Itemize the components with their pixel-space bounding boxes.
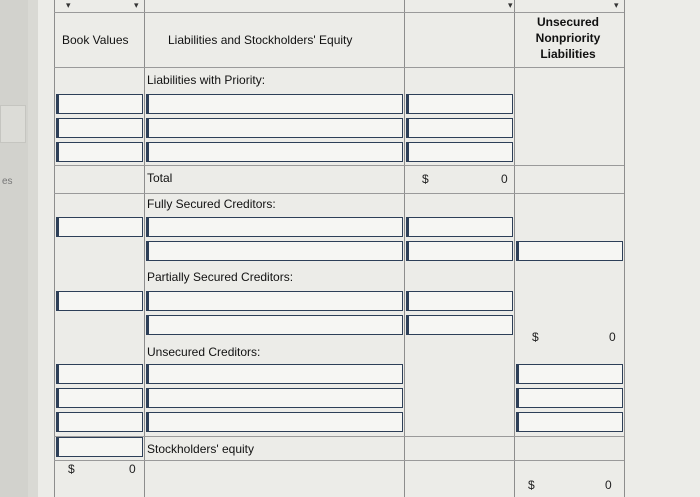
liability-label-input[interactable] [146,291,403,311]
liability-label-input[interactable] [146,94,403,114]
book-value-input[interactable] [56,142,143,162]
book-values-total-value: 0 [129,462,136,476]
unsecured-amount-input[interactable] [516,388,623,408]
unsecured-amount-input[interactable] [516,412,623,432]
grid-line [624,0,625,497]
currency-symbol: $ [422,172,429,186]
liabilities-worksheet [38,0,700,497]
book-value-input[interactable] [56,118,143,138]
book-value-input[interactable] [56,217,143,237]
row-label-total: Total [147,171,173,185]
grid-line [404,0,405,497]
header-book-values: Book Values [62,33,129,47]
chevron-down-icon: ▾ [66,0,71,10]
liability-label-input[interactable] [146,241,403,261]
priority-amount-input[interactable] [406,142,513,162]
grid-line [54,193,624,194]
priority-amount-input[interactable] [406,94,513,114]
priority-total-value: 0 [501,172,508,186]
priority-amount-input[interactable] [406,315,513,335]
priority-amount-input[interactable] [406,241,513,261]
liability-label-input[interactable] [146,315,403,335]
book-value-input[interactable] [56,412,143,432]
side-panel-label: es [2,176,13,187]
chevron-down-icon: ▾ [134,0,139,10]
grid-line [54,12,624,13]
row-label-liabilities-with-priority: Liabilities with Priority: [147,73,266,87]
side-panel-box [0,105,26,143]
grid-line [514,0,515,497]
liability-label-input[interactable] [146,217,403,237]
priority-amount-input[interactable] [406,118,513,138]
priority-amount-input[interactable] [406,291,513,311]
row-label-unsecured-creditors: Unsecured Creditors: [147,345,261,359]
header-liabilities-equity: Liabilities and Stockholders' Equity [168,33,353,47]
liability-label-input[interactable] [146,388,403,408]
partially-secured-total-value: 0 [609,330,616,344]
unsecured-amount-input[interactable] [516,364,623,384]
book-value-input[interactable] [56,388,143,408]
grid-line [54,0,55,497]
book-value-input[interactable] [56,94,143,114]
book-value-input[interactable] [56,291,143,311]
currency-symbol: $ [528,478,535,492]
unsecured-total-value: 0 [605,478,612,492]
liability-label-input[interactable] [146,142,403,162]
liability-label-input[interactable] [146,412,403,432]
row-label-fully-secured-creditors: Fully Secured Creditors: [147,197,276,211]
left-side-panel [0,0,28,497]
grid-line [54,165,624,166]
grid-line [144,0,145,497]
chevron-down-icon: ▾ [508,0,513,10]
row-label-stockholders-equity: Stockholders' equity [147,442,255,456]
unsecured-amount-input[interactable] [516,241,623,261]
priority-amount-input[interactable] [406,217,513,237]
currency-symbol: $ [532,330,539,344]
book-value-input[interactable] [56,437,143,457]
chevron-down-icon: ▾ [614,0,619,10]
liability-label-input[interactable] [146,364,403,384]
book-value-input[interactable] [56,364,143,384]
row-label-partially-secured-creditors: Partially Secured Creditors: [147,270,294,284]
grid-line [54,67,624,68]
header-unsecured-nonpriority: Unsecured Nonpriority Liabilities [535,15,601,61]
grid-line [54,460,624,461]
liability-label-input[interactable] [146,118,403,138]
currency-symbol: $ [68,462,75,476]
